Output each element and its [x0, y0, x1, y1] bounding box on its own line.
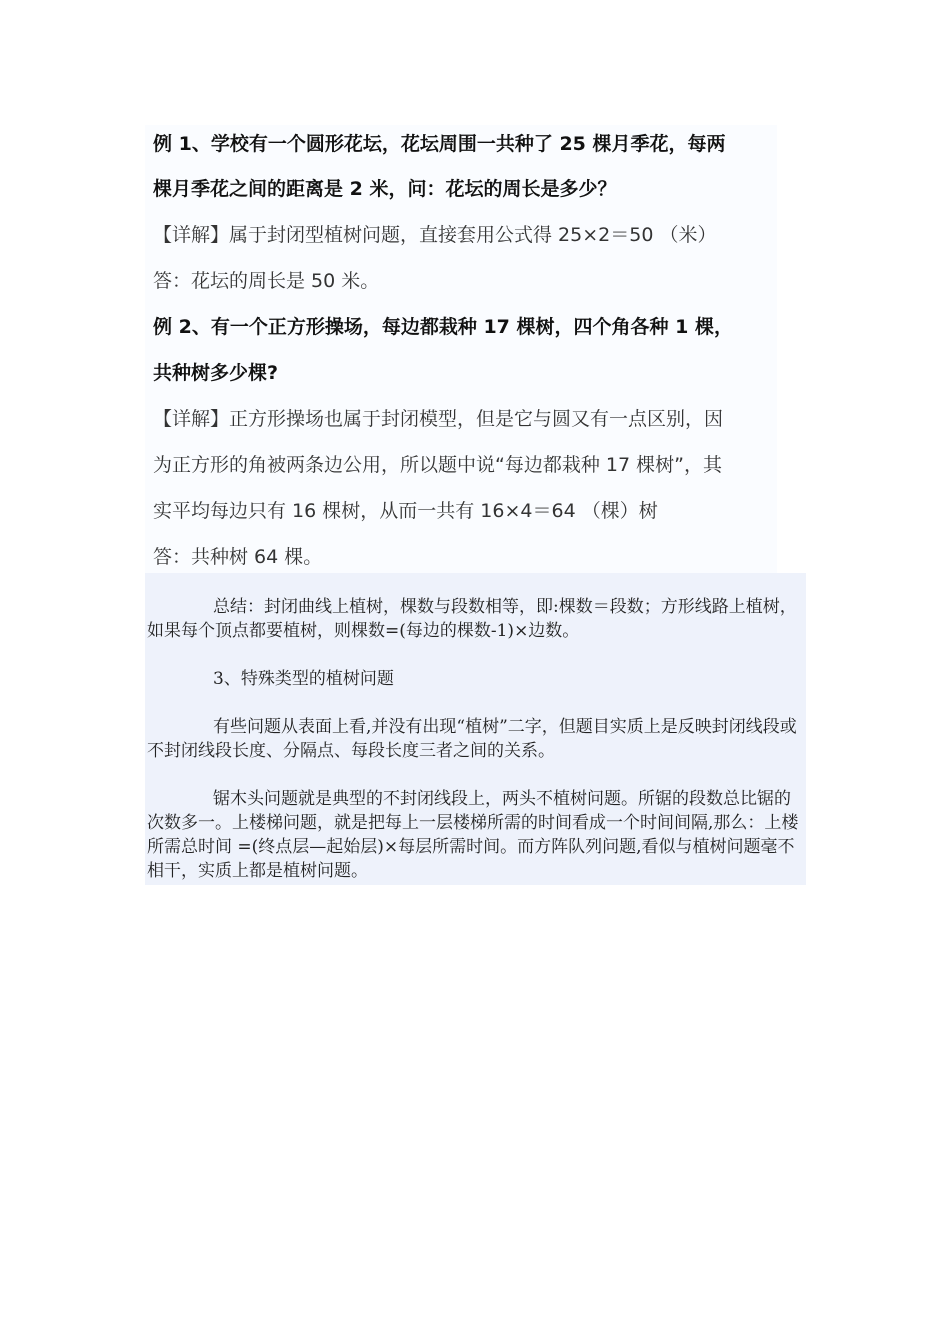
example-1-question-line-1: 例 1、学校有一个圆形花坛，花坛周围一共种了 25 棵月季花，每两	[153, 133, 726, 155]
example-2-question-line-2: 共种树多少棵?	[153, 362, 279, 384]
paragraph-1: 有些问题从表面上看,并没有出现“植树”二字，但题目实质上是反映封闭线段或不封闭线段长度、分隔点、每段长度三者之间的关系。	[147, 717, 797, 761]
example-1-question-line-2: 棵月季花之间的距离是 2 米，问：花坛的周长是多少？	[153, 178, 617, 200]
example-2-detail-line-2: 为正方形的角被两条边公用，所以题中说“每边都栽种 17 棵树”，其	[153, 454, 722, 476]
section-title: 3、特殊类型的植树问题	[213, 669, 394, 689]
example-2-answer: 答：共种树 64 棵。	[153, 546, 323, 568]
example-1-detail: 【详解】属于封闭型植树问题，直接套用公式得 25×2＝50 （米）	[153, 224, 717, 246]
notes-block	[145, 573, 806, 885]
example-1-answer: 答：花坛的周长是 50 米。	[153, 270, 380, 292]
examples-image-block	[145, 125, 777, 573]
paragraph-2: 锯木头问题就是典型的不封闭线段上，两头不植树问题。所锯的段数总比锯的次数多一。上楼梯问题，就是把每上一层楼梯所需的时间看成一个时间间隔,那么：上楼所需总时间 =(终点层—起始层)×每层所需时间。而方阵队列问题,看似与植树问题毫不相干，实质上都是植树问题。	[147, 789, 799, 881]
summary-paragraph: 总结：封闭曲线上植树，棵数与段数相等，即:棵数＝段数；方形线路上植树，如果每个顶点都要植树，则棵数=(每边的棵数-1)×边数。	[147, 597, 797, 641]
example-2-detail-line-1: 【详解】正方形操场也属于封闭模型，但是它与圆又有一点区别，因	[153, 408, 724, 430]
example-2-detail-line-3: 实平均每边只有 16 棵树，从而一共有 16×4＝64 （棵）树	[153, 500, 658, 522]
example-2-question-line-1: 例 2、有一个正方形操场，每边都栽种 17 棵树，四个角各种 1 棵，	[153, 316, 733, 338]
